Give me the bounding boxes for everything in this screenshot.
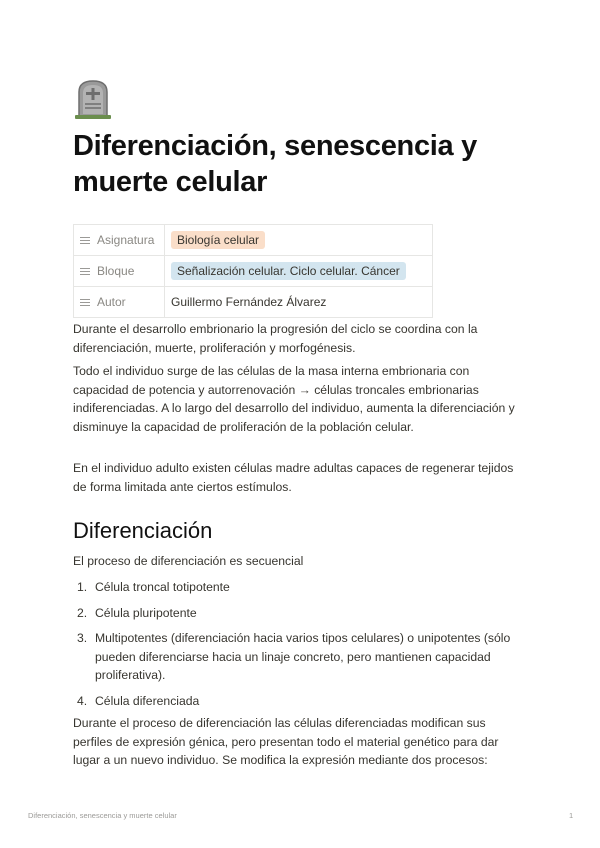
list-item: 1. Célula troncal totipotente <box>77 580 230 594</box>
page-number: 1 <box>569 811 574 820</box>
paragraph: En el individuo adulto existen células madre adultas capaces de regenerar tejidos de forma limitada ante ciertos estímulos. <box>73 461 514 494</box>
property-row-asignatura <box>74 225 433 256</box>
page-title: Diferenciación, senescencia y muerte celular <box>73 130 477 198</box>
property-key: Autor <box>74 287 165 318</box>
tombstone-icon <box>73 78 113 120</box>
section-heading: Diferenciación <box>73 518 213 543</box>
text-property-icon <box>80 266 90 277</box>
differentiation-steps-list <box>73 578 513 717</box>
list-item: 2. Célula pluripotente <box>77 605 197 620</box>
section-intro: El proceso de diferenciación es secuencial <box>73 554 304 568</box>
paragraph: Durante el desarrollo embrionario la progresión del ciclo se coordina con la diferenciación, muerte, proliferación y morfogénesis. <box>73 322 478 355</box>
text-property-icon <box>80 235 90 246</box>
list-item: 4. Célula diferenciada <box>77 693 200 708</box>
property-key: Bloque <box>74 256 165 287</box>
paragraph: Todo el individuo surge de las células de la masa interna embrionaria con capacidad de potencia y autorrenovación → células troncales embrionarias indiferenciadas. A lo largo del desarrollo del individuo, aumenta la diferenciación y disminuye la capacidad de proliferación de la población celular. <box>73 364 515 434</box>
property-row-bloque <box>74 256 433 287</box>
property-value[interactable] <box>165 225 433 256</box>
paragraph: Durante el proceso de diferenciación las células diferenciadas modifican sus perfiles de expresión génica, pero presentan todo el material genético para dar lugar a un nuevo individuo. Se modifica la expresión mediante dos procesos: <box>73 716 499 767</box>
footer-title: Diferenciación, senescencia y muerte celular <box>28 811 177 820</box>
properties-table <box>73 224 433 318</box>
list-item: 3. Multipotentes (diferenciación hacia varios tipos celulares) o unipotentes (sólo pueden diferenciarse hacia un linaje concreto, pero mantienen capacidad proliferativa). <box>77 631 511 682</box>
property-value[interactable] <box>165 287 433 318</box>
property-key: Asignatura <box>74 225 165 256</box>
block-tag[interactable]: Señalización celular. Ciclo celular. Cáncer <box>171 262 406 280</box>
property-row-autor <box>74 287 433 318</box>
subject-tag[interactable]: Biología celular <box>171 231 265 249</box>
property-value[interactable] <box>165 256 433 287</box>
text-property-icon <box>80 297 90 308</box>
author-value: Guillermo Fernández Álvarez <box>171 295 327 309</box>
